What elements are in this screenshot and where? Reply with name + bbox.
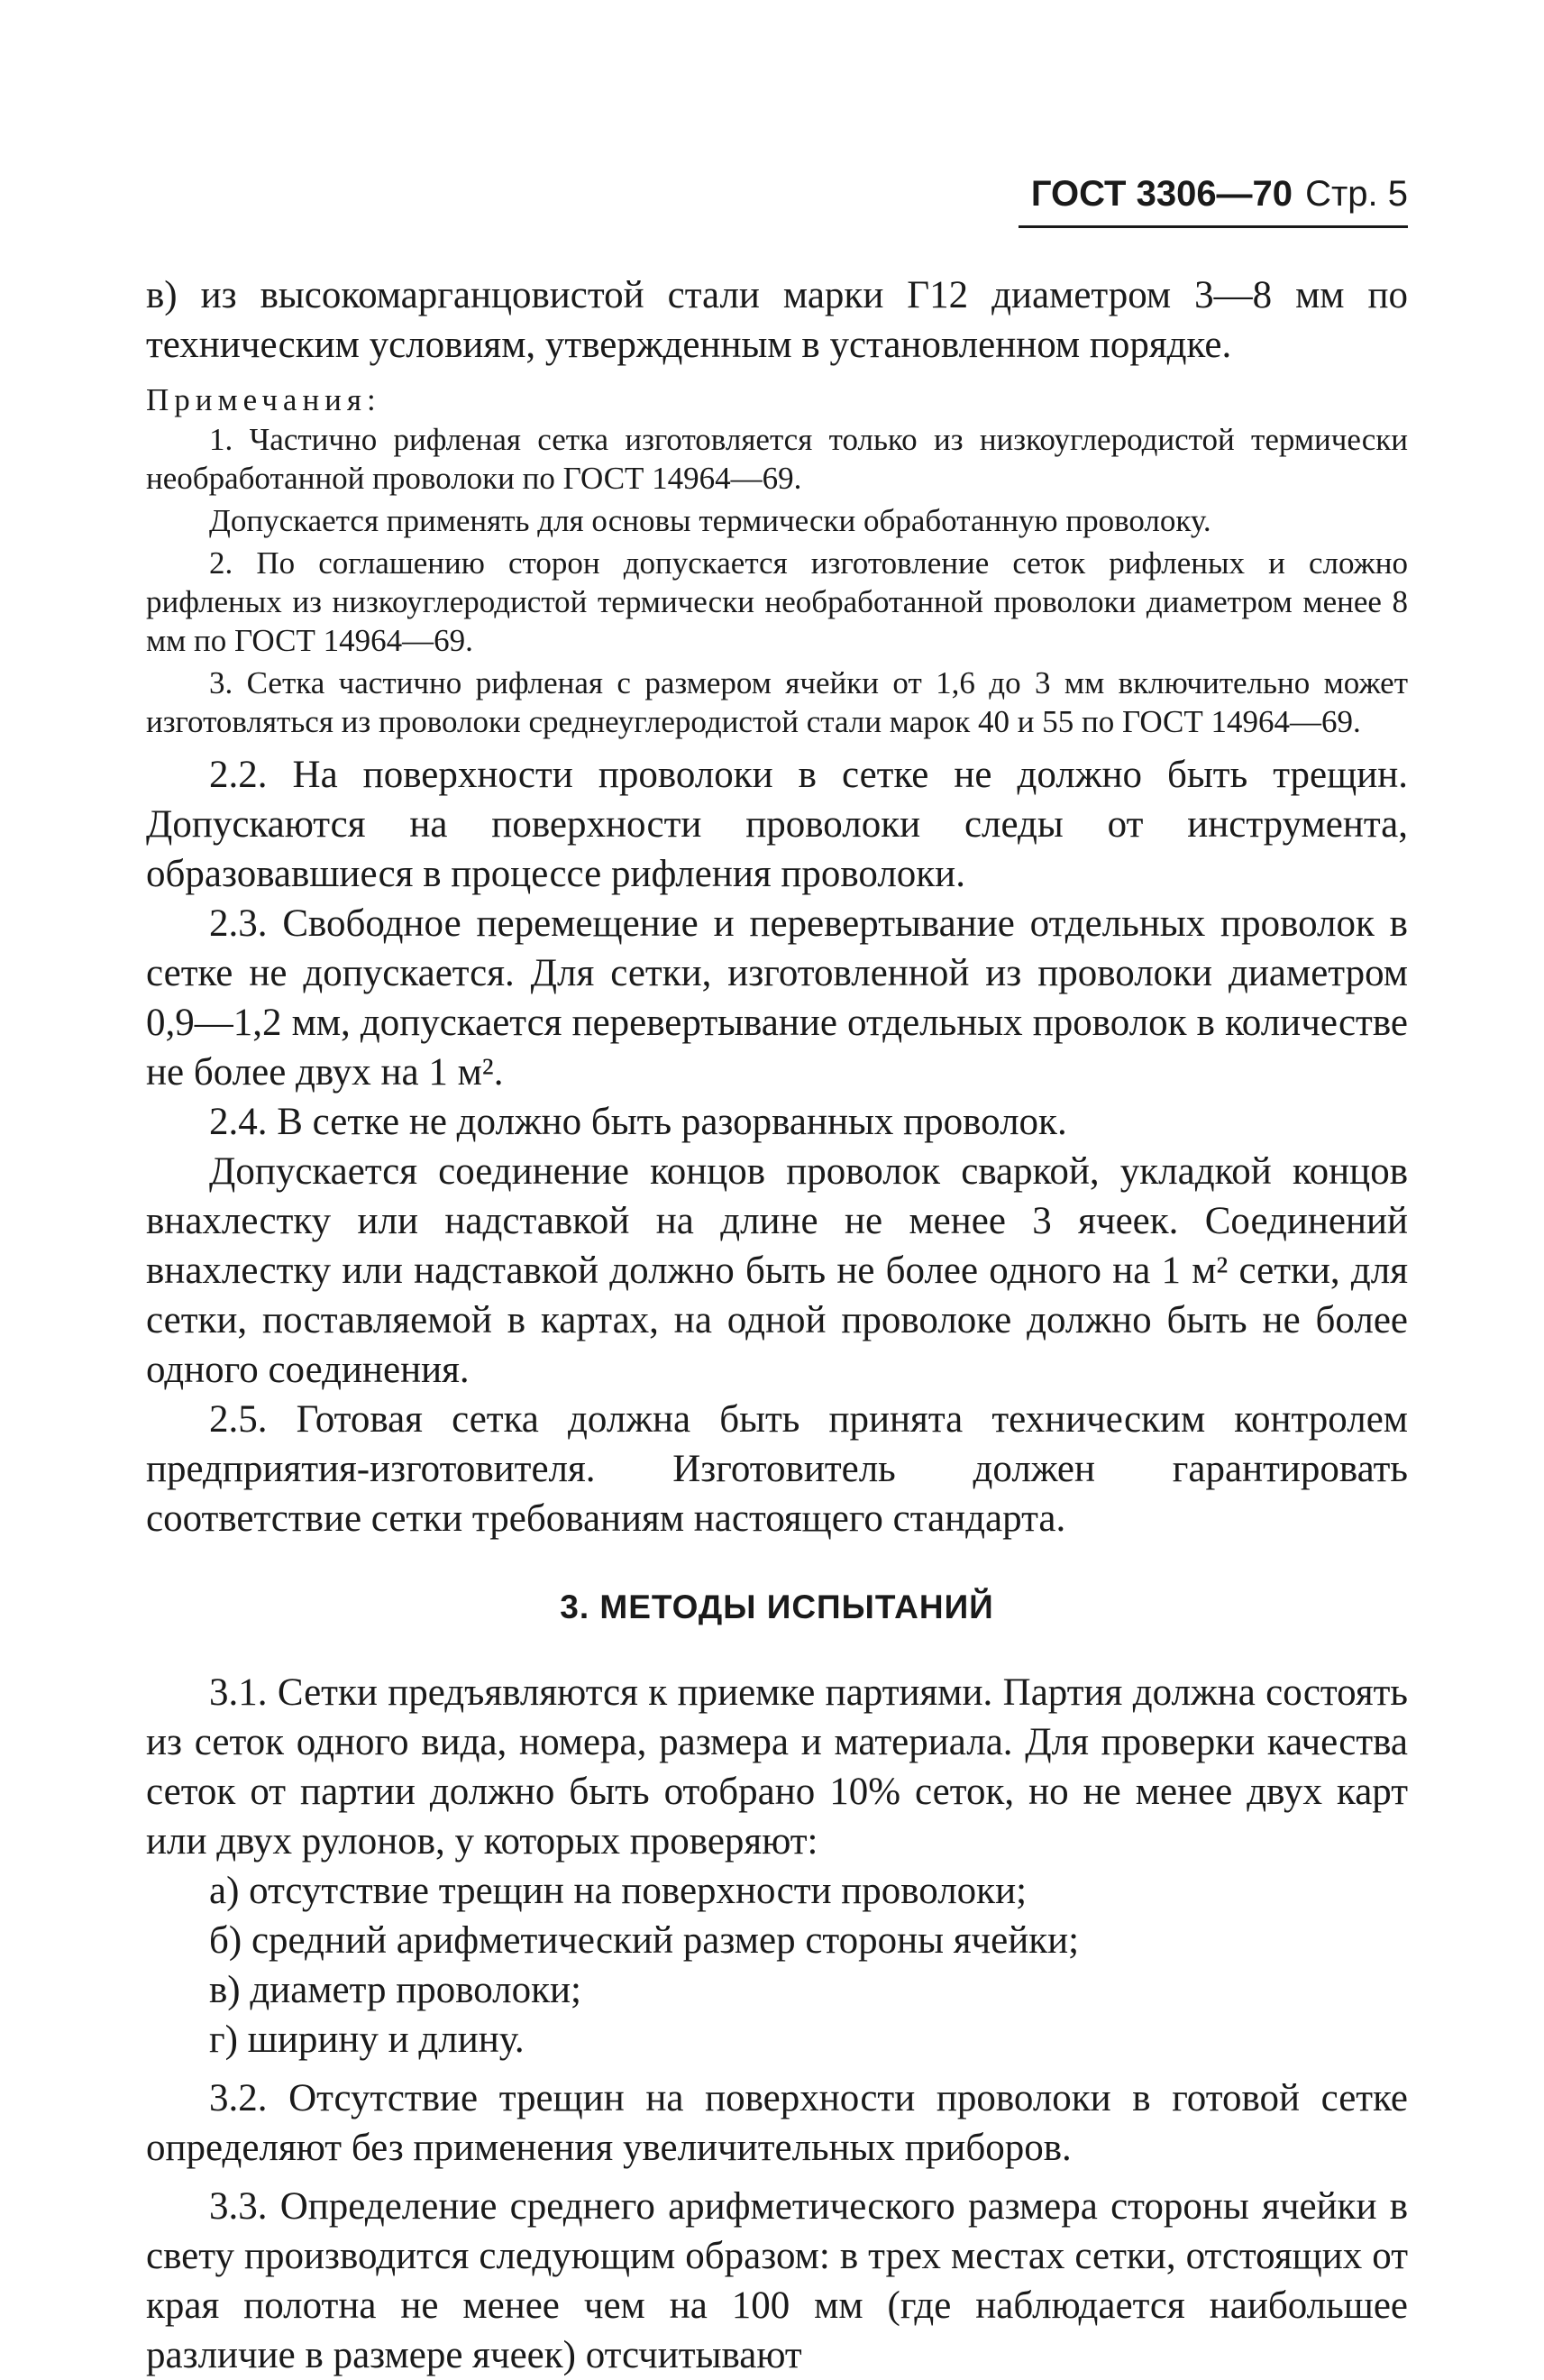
list-item-g: г) ширину и длину. — [209, 2018, 525, 2061]
note-1: 1. Частично рифленая сетка изготовляется только из низкоуглеродистой термически необработанной проволоки по ГОСТ 14964—69. — [146, 422, 1408, 496]
standard-number: ГОСТ 3306—70 — [1030, 174, 1293, 214]
clause-2-2: 2.2. На поверхности проволоки в сетке не должно быть трещин. Допускаются на поверхности проволоки следы от инструмента, образовавшиеся в процессе рифления проволоки. — [146, 754, 1408, 895]
clause-3-3: 3.3. Определение среднего арифметического размера стороны ячейки в свету производится следующим образом: в трех местах сетки, отстоящих от края полотна не менее чем на 100 мм (где наблюдается наибольшее различие в размере ячеек) отсчитывают — [146, 2185, 1408, 2376]
clause-2-4-continuation: Допускается соединение концов проволок сваркой, укладкой концов внахлестку или надставкой на длине не менее 3 ячеек. Соединений внахлестку или надставкой должно быть не более одного на 1 м² сетки, для сетки, поставляемой в картах, на одной проволоке должно быть не более одного соединения. — [146, 1150, 1408, 1391]
section-3-heading: 3. МЕТОДЫ ИСПЫТАНИЙ — [560, 1588, 994, 1625]
clause-3-1: 3.1. Сетки предъявляются к приемке партиями. Партия должна состоять из сеток одного вида, номера, размера и материала. Для проверки качества сеток от партии должно быть отобрано 10% сеток, но не менее двух карт или двух рулонов, у которых проверяют: — [146, 1671, 1408, 1863]
note-2: 2. По соглашению сторон допускается изготовление сеток рифленых и сложно рифленых из низкоуглеродистой термически необработанной проволоки диаметром менее 8 мм по ГОСТ 14964—69. — [146, 545, 1408, 658]
clause-2-5: 2.5. Готовая сетка должна быть принята техническим контролем предприятия-изготовителя. Изготовитель должен гарантировать соответствие сетки требованиям настоящего стандарта. — [146, 1398, 1408, 1540]
note-1-addendum: Допускается применять для основы термически обработанную проволоку. — [209, 503, 1211, 538]
intro-item-v: в) из высокомарганцовистой стали марки Г12 диаметром 3—8 мм по техническим условиям, утвержденным в установленном порядке. — [146, 274, 1408, 366]
page-header — [1019, 174, 1408, 228]
clause-2-4: 2.4. В сетке не должно быть разорванных проволок. — [209, 1101, 1067, 1143]
list-item-v: в) диаметр проволоки; — [209, 1969, 581, 2011]
list-item-a: а) отсутствие трещин на поверхности проволоки; — [209, 1870, 1028, 1912]
clause-3-2: 3.2. Отсутствие трещин на поверхности проволоки в готовой сетке определяют без применения увеличительных приборов. — [146, 2077, 1408, 2169]
page-number: Стр. 5 — [1305, 174, 1408, 214]
list-item-b: б) средний арифметический размер стороны ячейки; — [209, 1919, 1080, 1962]
note-3: 3. Сетка частично рифленая с размером ячейки от 1,6 до 3 мм включительно может изготовляться из проволоки среднеуглеродистой стали марок 40 и 55 по ГОСТ 14964—69. — [146, 665, 1408, 739]
notes-title: Примечания: — [146, 382, 381, 417]
page-content — [146, 270, 1408, 2380]
clause-2-3: 2.3. Свободное перемещение и перевертывание отдельных проволок в сетке не допускается. Для сетки, изготовленной из проволоки диаметром 0,9—1,2 мм, допускается перевертывание отдельных проволок в количестве не более двух на 1 м². — [146, 902, 1408, 1094]
